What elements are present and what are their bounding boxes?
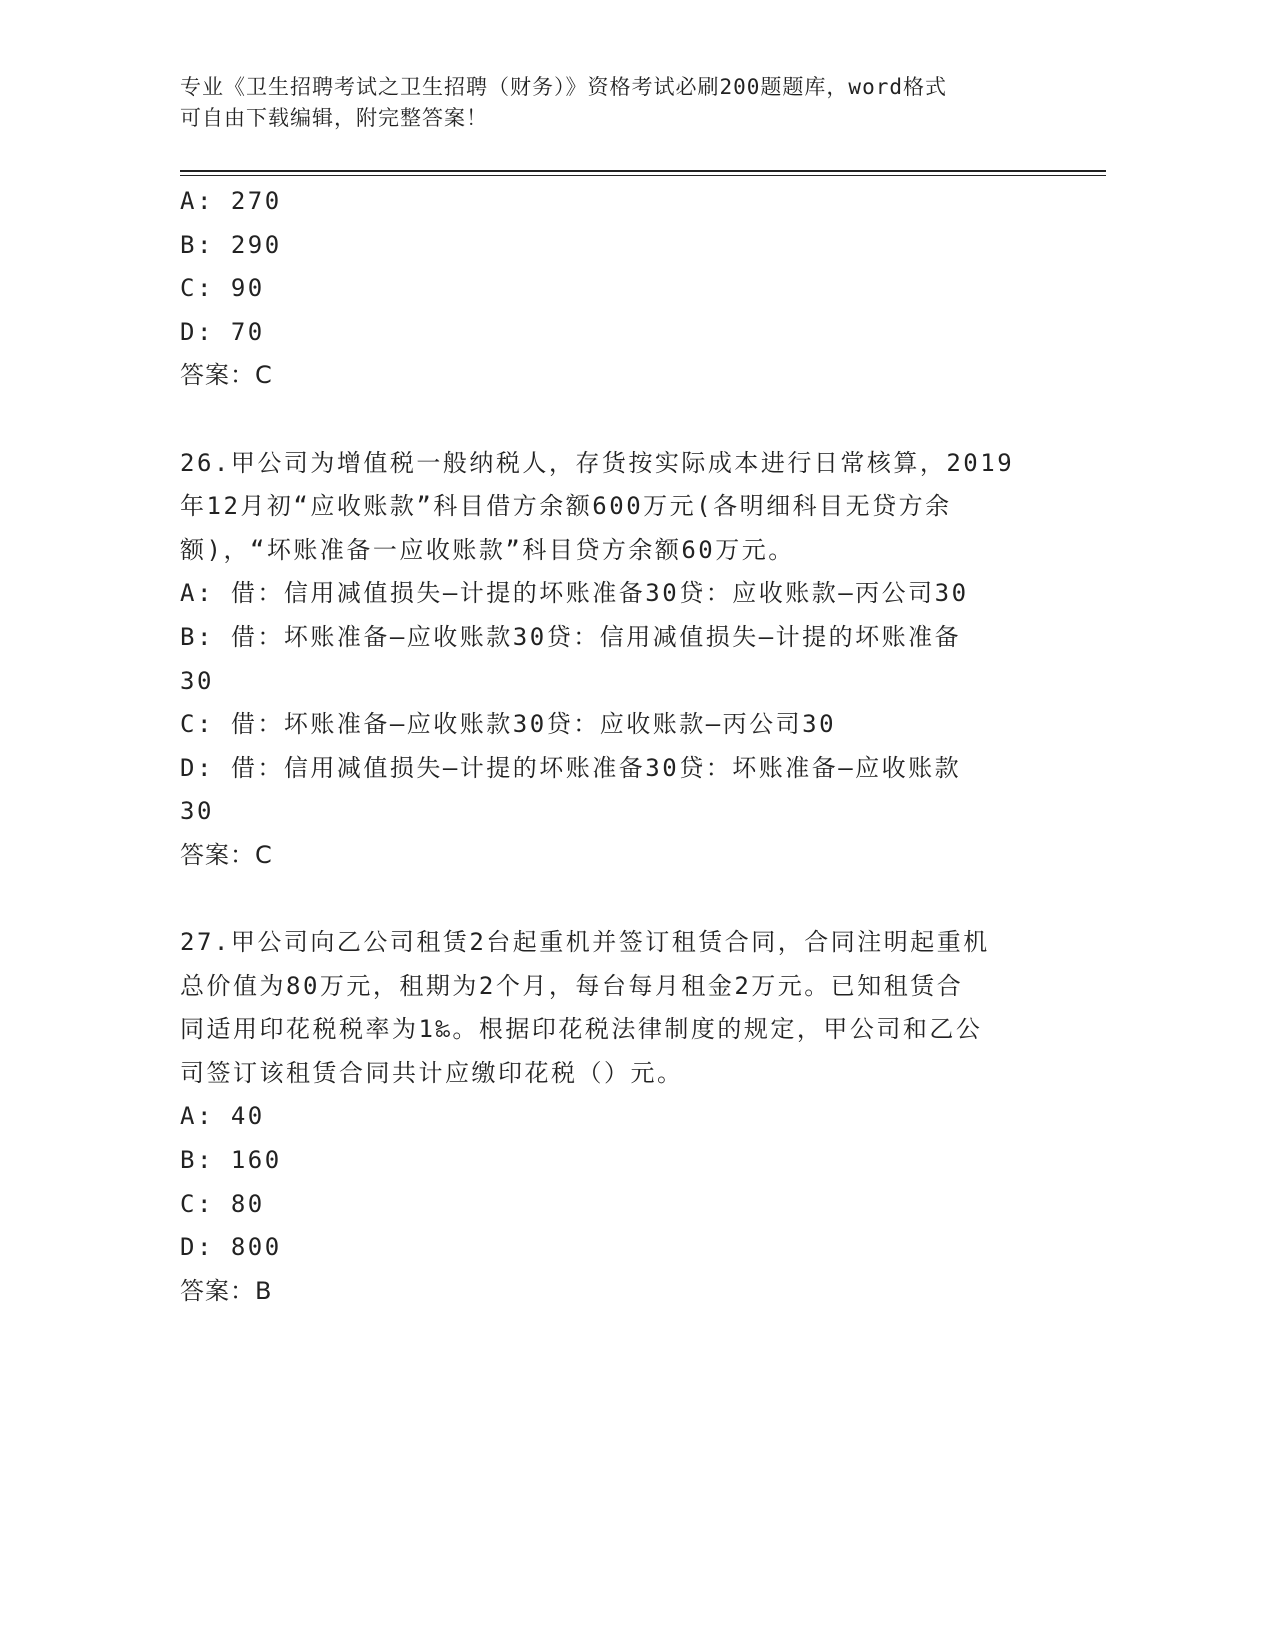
answer-option: C: 借：坏账准备—应收账款30贷：应收账款—丙公司30	[180, 710, 837, 739]
question-stem-line: 年12月初“应收账款”科目借方余额600万元(各明细科目无贷方余	[180, 492, 952, 521]
question-stem-line: 总价值为80万元，租期为2个月，每台每月租金2万元。已知租赁合	[180, 971, 964, 1000]
answer-option: A: 借：信用减值损失—计提的坏账准备30贷：应收账款—丙公司30	[180, 579, 969, 608]
question-block	[180, 878, 1060, 1314]
header-divider-thin	[180, 175, 1106, 176]
header-divider-thick	[180, 170, 1106, 172]
spacer	[180, 878, 1060, 922]
question-list	[180, 180, 1060, 1313]
question-stem-line: 27.甲公司向乙公司租赁2台起重机并签订租赁合同，合同注明起重机	[180, 928, 990, 957]
answer-option: B: 借：坏账准备—应收账款30贷：信用减值损失—计提的坏账准备	[180, 622, 962, 651]
question-block	[180, 180, 1060, 398]
answer-key: 答案：B	[180, 1276, 273, 1305]
answer-key: 答案：C	[180, 361, 273, 390]
question-block	[180, 398, 1060, 878]
header-title-line-1: 专业《卫生招聘考试之卫生招聘（财务）》资格考试必刷200题题库，word格式	[180, 75, 947, 99]
header-title-line-2: 可自由下载编辑，附完整答案！	[180, 106, 488, 130]
answer-option: B: 160	[180, 1146, 282, 1175]
answer-option: B: 290	[180, 230, 282, 259]
answer-option: C: 80	[180, 1189, 265, 1218]
answer-option: 30	[180, 797, 214, 826]
question-stem-line: 26.甲公司为增值税一般纳税人，存货按实际成本进行日常核算，2019	[180, 448, 1015, 477]
answer-option: D: 借：信用减值损失—计提的坏账准备30贷：坏账准备—应收账款	[180, 753, 962, 782]
question-stem-line: 同适用印花税税率为1‰。根据印花税法律制度的规定，甲公司和乙公	[180, 1015, 983, 1044]
question-stem-line: 额)，“坏账准备一应收账款”科目贷方余额60万元。	[180, 535, 795, 564]
spacer	[180, 398, 1060, 442]
answer-option: D: 70	[180, 317, 265, 346]
answer-option: 30	[180, 666, 214, 695]
answer-option: C: 90	[180, 274, 265, 303]
answer-option: A: 40	[180, 1102, 265, 1131]
answer-key: 答案：C	[180, 840, 273, 869]
question-stem-line: 司签订该租赁合同共计应缴印花税（）元。	[180, 1058, 684, 1087]
document-header	[180, 72, 1060, 134]
answer-option: D: 800	[180, 1233, 282, 1262]
answer-option: A: 270	[180, 187, 282, 215]
